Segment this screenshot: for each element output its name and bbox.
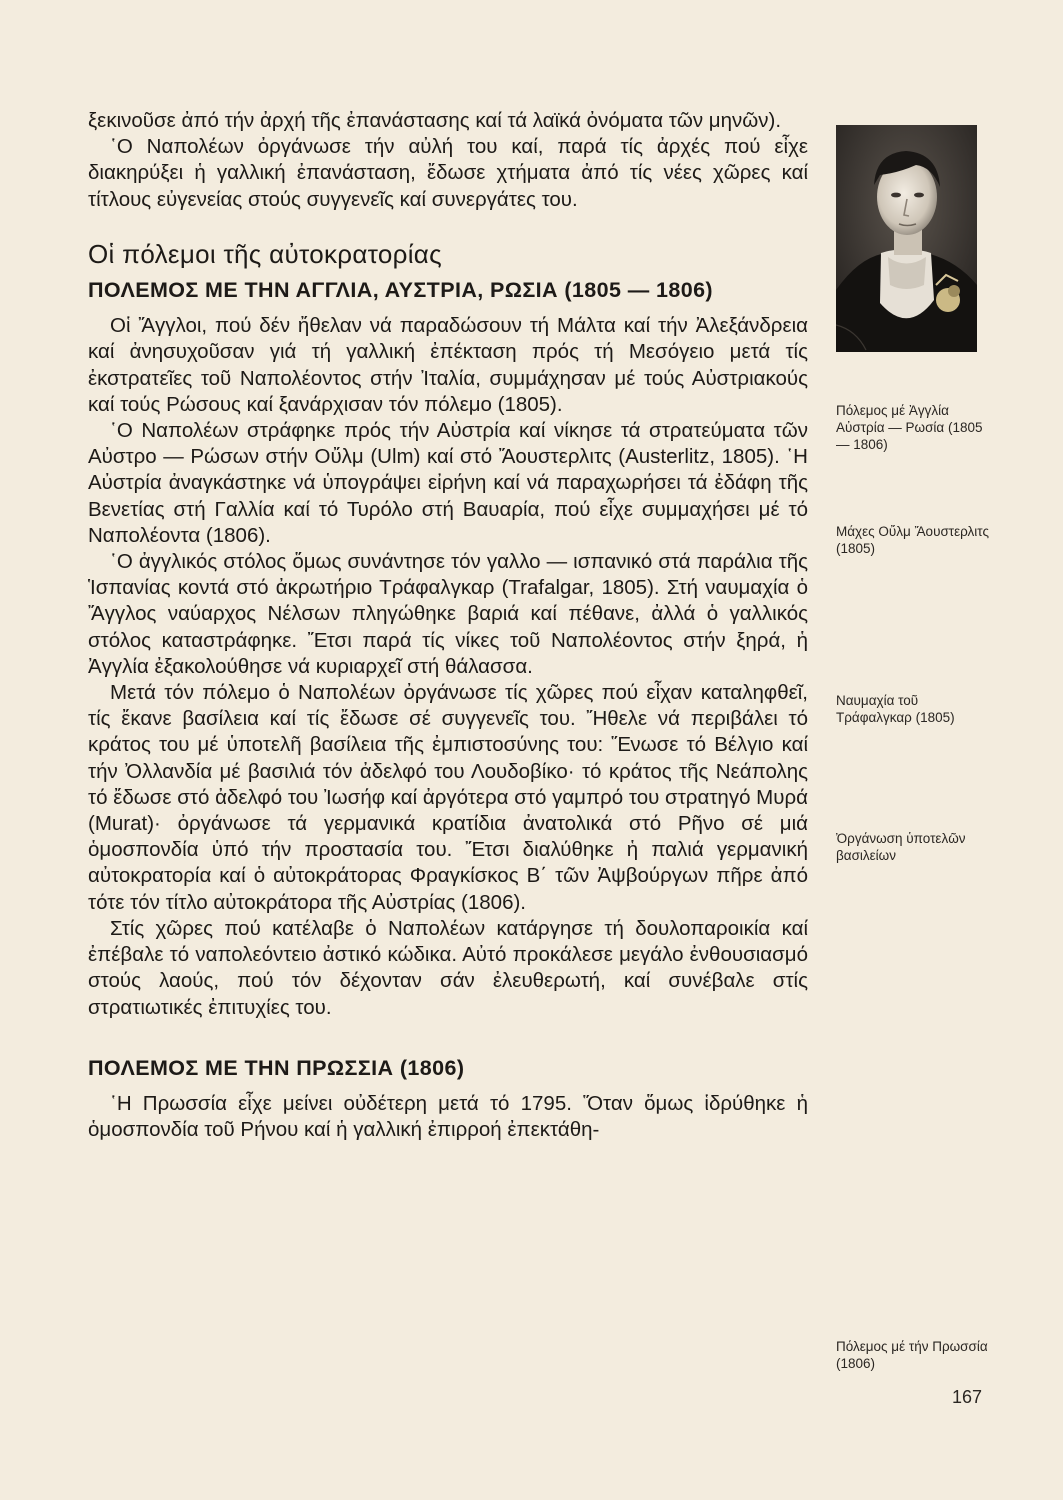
paragraph: ξεκινοῦσε ἀπό τήν ἀρχή τῆς ἐπανάστασης καί τά λαϊκά ὀνόματα τῶν μηνῶν).: [88, 109, 782, 132]
margin-note-trafalgar: Ναυμαχία τοῦ Τράφαλγκαρ (1805): [836, 693, 955, 725]
paragraph: ῾Ο ἀγγλικός στόλος ὅμως συνάντησε τόν γαλλο — ισπανικό στά παράλια τῆς Ἱσπανίας κοντά στό ἀκρωτήριο Τράφαλγκαρ (Trafalgar, 1805). Στή ναυμαχία ὁ Ἄγγλος ναύαρχος Νέλσων πληγώθηκε βαριά καί πέθανε, ἀλλά ὁ γαλλικός στόλος καταστράφηκε. Ἔτσι παρά τίς νίκες τοῦ Ναπολέοντος στήν ξηρά, ἡ Ἀγγλία ἐξακολούθησε νά κυριαρχεῖ στή θάλασσα.: [88, 550, 808, 678]
subheading-war-england-austria-russia: ΠΟΛΕΜΟΣ ΜΕ ΤΗΝ ΑΓΓΛΙΑ, ΑΥΣΤΡΙΑ, ΡΩΣΙΑ (1805 — 1806): [88, 278, 713, 303]
paragraph: Οἱ Ἄγγλοι, πού δέν ἤθελαν νά παραδώσουν τή Μάλτα καί τήν Ἀλεξάνδρεια καί ἀνησυχοῦσαν γιά τή γαλλική ἐπέκταση πρός τή Μεσόγειο μετά τίς ἐκστρατεῖες τοῦ Ναπολέοντος στήν Ἰταλία, συμμάχησαν μέ τούς Αὐστριακούς καί τούς Ρώσους καί ξανάρχισαν τόν πόλεμο (1805).: [88, 314, 808, 416]
margin-note-battles-ulm-austerlitz: Μάχες Οὔλμ Ἄουστερλιτς (1805): [836, 524, 989, 556]
paragraph: ῾Ο Ναπολέων στράφηκε πρός τήν Αὐστρία καί νίκησε τά στρατεύματα τῶν Αὐστρο — Ρώσων στήν Οὔλμ (Ulm) καί στό Ἄουστερλιτς (Austerlitz, 1805). ῾Η Αὐστρία ἀναγκάστηκε νά ὑπογράψει εἰρήνη καί νά παραχωρήσει τά ἐδάφη τῆς Βενετίας στή Γαλλία καί τό Τυρόλο στή Βαυαρία, πού εἶχε συμμαχήσει μέ τό Ναπολέοντα (1806).: [88, 419, 808, 547]
napoleon-portrait-image: [836, 125, 977, 352]
paragraph: ῾Η Πρωσσία εἶχε μείνει οὐδέτερη μετά τό 1795. Ὅταν ὅμως ἱδρύθηκε ἡ ὁμοσπονδία τοῦ Ρήνου καί ἡ γαλλική ἐπιρροή ἐπεκτάθη-: [88, 1091, 808, 1142]
subheading-war-prussia: ΠΟΛΕΜΟΣ ΜΕ ΤΗΝ ΠΡΩΣΣΙΑ (1806): [88, 1055, 465, 1080]
margin-note-war-1805: Πόλεμος μέ Ἀγγλία Αὐστρία — Ρωσία (1805 — 1806): [836, 403, 983, 452]
paragraph: ῾Ο Ναπολέων ὀργάνωσε τήν αὐλή του καί, παρά τίς ἀρχές πού εἶχε διακηρύξει ἡ γαλλική ἐπανάσταση, ἔδωσε χτήματα ἀπό τίς νέες χῶρες καί τίτλους εὐγενείας στούς συγγενεῖς καί συνεργάτες του.: [88, 135, 808, 211]
margin-note-war-prussia: Πόλεμος μέ τήν Πρωσσία (1806): [836, 1339, 988, 1371]
page-number: 167: [952, 1387, 983, 1407]
margin-note-vassal-kingdoms: Ὀργάνωση ὑποτελῶν βασιλείων: [836, 831, 966, 863]
paragraph: Μετά τόν πόλεμο ὁ Ναπολέων ὀργάνωσε τίς χῶρες πού εἶχαν καταληφθεῖ, τίς ἔκανε βασίλεια καί τίς ἔδωσε σέ συγγενεῖς του. Ἤθελε νά περιβάλει τό κράτος του μέ ὑποτελῆ βασίλεια τῆς ἐμπιστοσύνης του: Ἕνωσε τό Βέλγιο καί τήν Ὀλλανδία μέ βασιλιά τόν ἀδελφό του Λουδοβίκο· τό κράτος τῆς Νεάπολης τό ἔδωσε στό ἀδελφό του Ἰωσήφ καί ἀργότερα στό γαμπρό του στρατηγό Μυρά (Murat)· ὀργάνωσε τά γερμανικά κρατίδια ἀνατολικά στό Ρῆνο σέ μιά ὁμοσπονδία ὑπό τήν προστασία του. Ἔτσι διαλύθηκε ἡ παλιά γερμανική αὐτοκρατορία καί ὁ αὐτοκράτορας Φραγκίσκος Β΄ τῶν Ἀψβούργων πῆρε ἀπό τότε τόν τίτλο αὐτοκράτορα τῆς Αὐστρίας (1806).: [88, 681, 808, 914]
section-heading: Οἱ πόλεμοι τῆς αὐτοκρατορίας: [88, 238, 442, 269]
main-text-column: [88, 108, 808, 1143]
paragraph: Στίς χῶρες πού κατέλαβε ὁ Ναπολέων κατάργησε τή δουλοπαροικία καί ἐπέβαλε τό ναπολεόντειο ἀστικό κώδικα. Αὐτό προκάλεσε μεγάλο ἐνθουσιασμό στούς λαούς, πού τόν δέχονταν σάν ἐλευθερωτή, καί συνέβαλε στίς στρατιωτικές ἐπιτυχίες του.: [88, 916, 808, 1019]
